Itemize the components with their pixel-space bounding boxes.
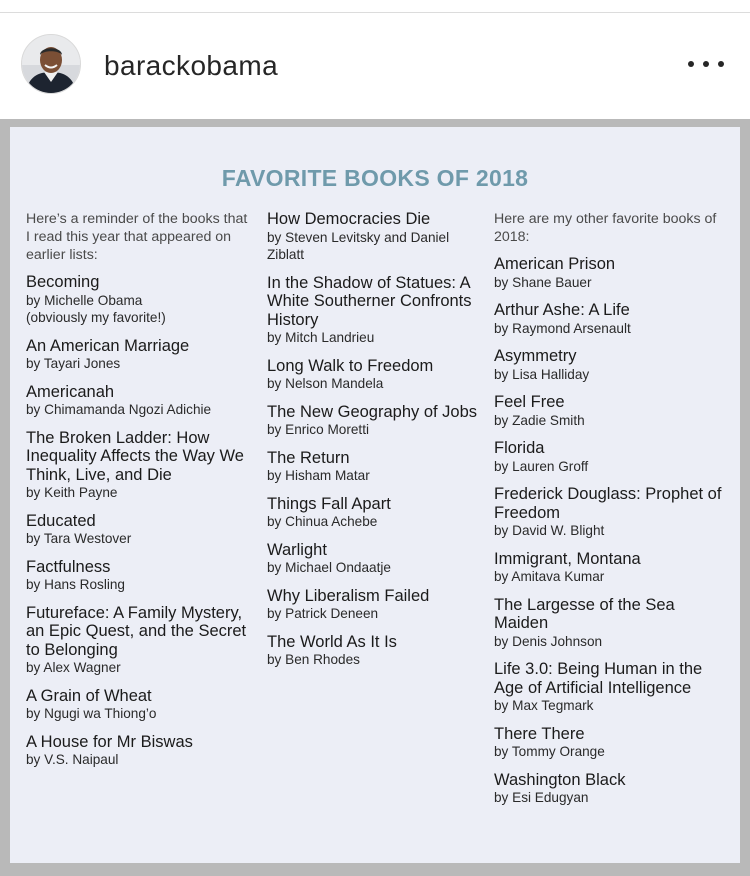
book-entry (267, 357, 482, 393)
book-title: An American Marriage (26, 336, 190, 355)
book-title: Warlight (267, 540, 327, 559)
book-title: Americanah (26, 382, 115, 401)
book-author: by Hisham Matar (267, 468, 370, 483)
book-title: The Return (267, 448, 350, 467)
book-author: by Shane Bauer (494, 274, 592, 290)
book-author: by Raymond Arsenault (494, 320, 631, 336)
top-divider (0, 0, 750, 13)
book-entry (494, 347, 729, 383)
book-title: A Grain of Wheat (26, 686, 152, 705)
username[interactable]: barackobama (104, 50, 279, 81)
book-title: Immigrant, Montana (494, 549, 641, 568)
book-entry (267, 495, 482, 531)
dot-icon (718, 61, 724, 67)
book-author: by Keith Payne (26, 485, 118, 500)
book-title: Futureface: A Family Mystery, an Epic Quest, and the Secret to Belonging (26, 603, 247, 659)
book-entry (494, 301, 729, 337)
book-author: by Michael Ondaatje (267, 560, 391, 575)
book-entry (26, 337, 251, 373)
book-author: by Lisa Halliday (494, 366, 590, 382)
book-title: Arthur Ashe: A Life (494, 301, 630, 319)
book-author: by Steven Levitsky and Daniel Ziblatt (267, 229, 450, 262)
book-title: The Largesse of the Sea Maiden (494, 595, 675, 632)
dot-icon (688, 61, 694, 67)
book-title: In the Shadow of Statues: A White Southerner Confronts History (267, 273, 472, 329)
book-entry (267, 541, 482, 577)
book-author: by Esi Edugyan (494, 790, 589, 805)
book-entry (267, 210, 482, 264)
book-author: by Enrico Moretti (267, 422, 369, 437)
book-title: Becoming (26, 273, 100, 291)
book-title: How Democracies Die (267, 210, 431, 228)
book-title: The Broken Ladder: How Inequality Affects the Way We Think, Live, and Die (26, 428, 244, 484)
book-entry (494, 771, 729, 807)
book-entry (494, 550, 729, 586)
book-author: by Mitch Landrieu (267, 330, 375, 345)
book-author: by Chimamanda Ngozi Adichie (26, 402, 212, 417)
book-title: There There (494, 724, 585, 743)
book-author: by Lauren Groff (494, 458, 589, 474)
book-author: by Max Tegmark (494, 698, 594, 713)
book-entry (494, 725, 729, 761)
book-title: Asymmetry (494, 347, 577, 365)
book-title: The New Geography of Jobs (267, 402, 478, 421)
book-entry (267, 449, 482, 485)
book-author: by Alex Wagner (26, 660, 121, 675)
book-author: by Tara Westover (26, 531, 132, 546)
post-header (0, 13, 750, 119)
book-entry (267, 633, 482, 669)
book-entry (494, 485, 729, 540)
books-column-1 (26, 210, 251, 779)
book-entry (26, 429, 251, 502)
right-intro: Here are my other favorite books of 2018: (494, 211, 717, 245)
book-entry (494, 255, 729, 291)
dot-icon (703, 61, 709, 67)
book-author: by David W. Blight (494, 523, 605, 538)
book-author: by Chinua Achebe (267, 514, 378, 529)
left-intro: Here’s a reminder of the books that I read this year that appeared on earlier lists: (26, 211, 248, 263)
book-author: by Ngugi wa Thiong’o (26, 706, 157, 721)
book-title: The World As It Is (267, 632, 397, 651)
book-title: Things Fall Apart (267, 494, 391, 513)
book-author: by Denis Johnson (494, 633, 603, 649)
book-entry (26, 687, 251, 723)
avatar[interactable] (21, 34, 81, 94)
book-entry (26, 383, 251, 419)
book-entry (494, 393, 729, 429)
book-title: Feel Free (494, 393, 565, 411)
book-title: Long Walk to Freedom (267, 356, 434, 375)
more-options-icon[interactable] (688, 54, 724, 74)
book-title: Why Liberalism Failed (267, 586, 430, 605)
book-title: Washington Black (494, 770, 626, 789)
book-author: by Tayari Jones (26, 356, 121, 371)
book-entry (26, 604, 251, 677)
card-title: FAVORITE BOOKS OF 2018 (221, 165, 529, 191)
book-author: by Zadie Smith (494, 412, 585, 428)
book-author: by Amitava Kumar (494, 569, 605, 584)
book-title: Factfulness (26, 557, 111, 576)
book-author: by Nelson Mandela (267, 376, 384, 391)
book-entry (26, 733, 251, 769)
book-author: by V.S. Naipaul (26, 752, 119, 767)
book-title: A House for Mr Biswas (26, 732, 193, 751)
book-title: Florida (494, 439, 545, 457)
profile-photo-icon (22, 35, 80, 93)
book-list-card (10, 127, 740, 863)
book-author: by Hans Rosling (26, 577, 125, 592)
book-title: Educated (26, 511, 96, 530)
book-entry (267, 587, 482, 623)
book-entry (267, 274, 482, 347)
book-author: by Patrick Deneen (267, 606, 379, 621)
books-column-3 (494, 210, 729, 817)
book-entry (494, 439, 729, 475)
book-entry (267, 403, 482, 439)
book-author: by Ben Rhodes (267, 652, 360, 667)
book-entry (494, 660, 729, 715)
book-title: American Prison (494, 255, 616, 273)
book-entry (26, 512, 251, 548)
post-image (0, 119, 750, 876)
book-entry (26, 558, 251, 594)
books-column-2 (267, 210, 482, 679)
book-author: by Tommy Orange (494, 744, 605, 759)
book-author: by Michelle Obama (26, 292, 143, 308)
book-title: Life 3.0: Being Human in the Age of Artificial Intelligence (494, 660, 703, 697)
book-note: (obviously my favorite!) (26, 310, 166, 325)
book-title: Frederick Douglass: Prophet of Freedom (494, 485, 722, 522)
book-entry (26, 273, 251, 327)
book-entry (494, 596, 729, 651)
